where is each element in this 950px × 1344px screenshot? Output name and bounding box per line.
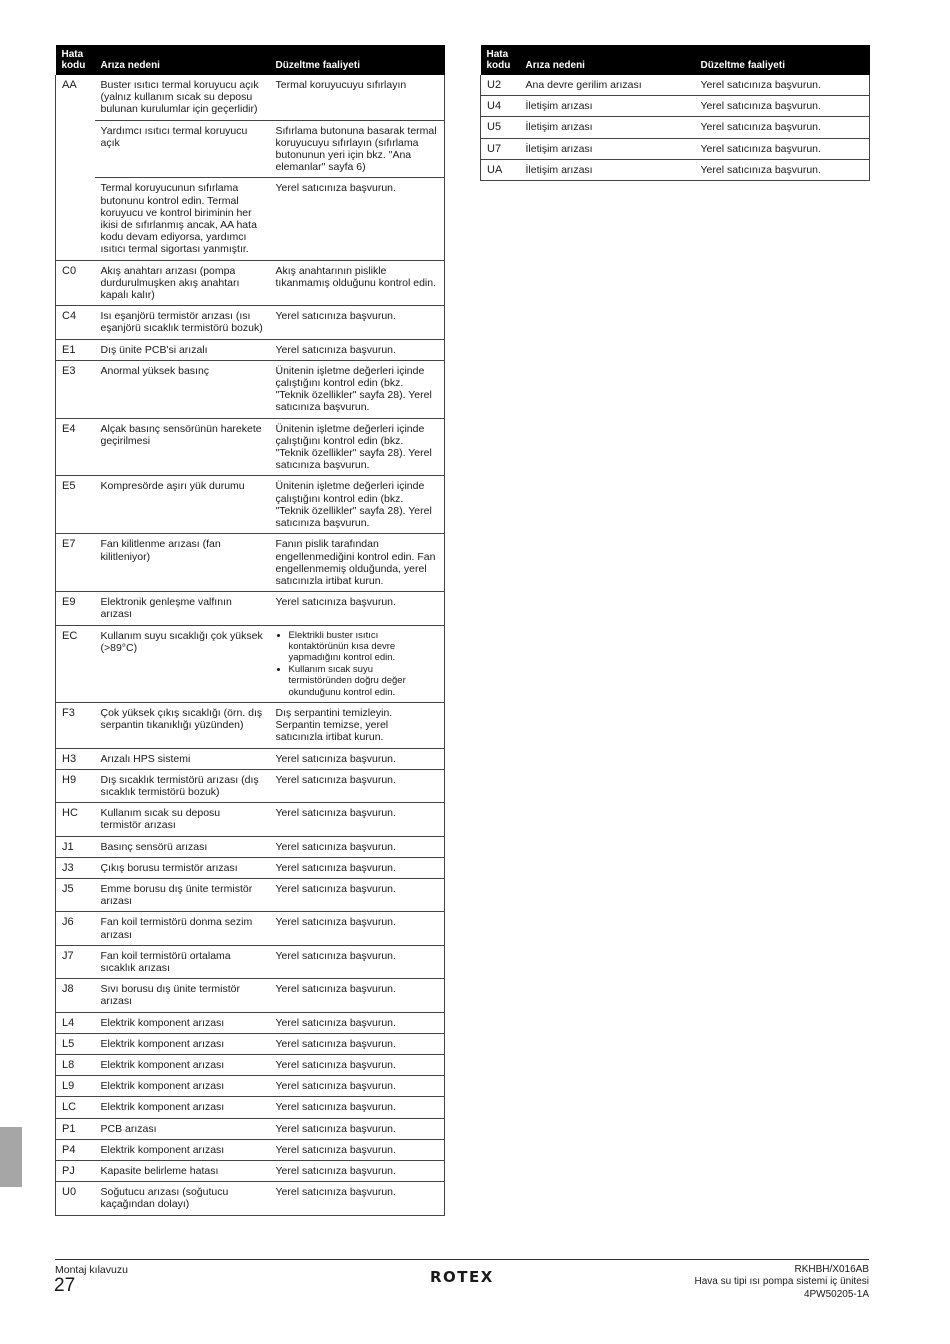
- fault-cause: Alçak basınç sensörünün harekete geçirilmesi: [95, 418, 270, 476]
- corrective-action: Yerel satıcınıza başvurun.: [270, 339, 445, 360]
- table-row: [56, 1076, 445, 1097]
- corrective-action: Yerel satıcınıza başvurun.: [270, 1012, 445, 1033]
- corrective-action: Yerel satıcınıza başvurun.: [270, 1097, 445, 1118]
- table-row: [56, 592, 445, 625]
- corrective-action: Yerel satıcınıza başvurun.: [270, 1182, 445, 1215]
- corrective-action: Yerel satıcınıza başvurun.: [270, 178, 445, 260]
- fault-cause: Yardımcı ısıtıcı termal koruyucu açık: [95, 120, 270, 178]
- corrective-action: [270, 625, 445, 702]
- error-code: U5: [481, 117, 520, 138]
- fault-cause: Arızalı HPS sistemi: [95, 748, 270, 769]
- table-row: [56, 418, 445, 476]
- corrective-action: Yerel satıcınıza başvurun.: [270, 769, 445, 802]
- fault-cause: Sıvı borusu dış ünite termistör arızası: [95, 979, 270, 1012]
- header-cause: Arıza nedeni: [95, 45, 270, 75]
- table-row: [56, 878, 445, 911]
- error-code: AA: [56, 75, 95, 120]
- error-code-table-right: [480, 45, 870, 181]
- corrective-action: Yerel satıcınıza başvurun.: [695, 138, 870, 159]
- corrective-action: Yerel satıcınıza başvurun.: [270, 803, 445, 836]
- table-row: [481, 96, 870, 117]
- table-row: [56, 476, 445, 534]
- fault-cause: Anormal yüksek basınç: [95, 360, 270, 418]
- error-code: HC: [56, 803, 95, 836]
- table-row: [56, 1118, 445, 1139]
- table-row: [56, 75, 445, 120]
- error-code: L9: [56, 1076, 95, 1097]
- fault-cause: Kullanım sıcak su deposu termistör arızası: [95, 803, 270, 836]
- corrective-action: Yerel satıcınıza başvurun.: [695, 117, 870, 138]
- fault-cause: Çıkış borusu termistör arızası: [95, 857, 270, 878]
- fault-cause: Ana devre gerilim arızası: [520, 75, 695, 96]
- footer-document-info: [694, 1264, 869, 1301]
- table-row: [56, 857, 445, 878]
- footer-description: Hava su tipi ısı pompa sistemi iç ünitesi: [694, 1276, 869, 1288]
- error-code: P4: [56, 1139, 95, 1160]
- corrective-action: Sıfırlama butonuna basarak termal koruyucuyu sıfırlayın (sıfırlama butonunun yeri için bkz. "Ana elemanlar" sayfa 6): [270, 120, 445, 178]
- corrective-action: Ünitenin işletme değerleri içinde çalıştığını kontrol edin (bkz. "Teknik özellikler" sayfa 28). Yerel satıcınıza başvurun.: [270, 476, 445, 534]
- footer-model: RKHBH/X016AB: [794, 1264, 869, 1275]
- corrective-action: Yerel satıcınıza başvurun.: [270, 878, 445, 911]
- table-row: [56, 360, 445, 418]
- footer-divider: [55, 1259, 869, 1260]
- table-row: [56, 260, 445, 306]
- table-row: [56, 979, 445, 1012]
- table-row: [56, 178, 445, 260]
- fault-cause: Elektronik genleşme valfının arızası: [95, 592, 270, 625]
- table-row: [56, 625, 445, 702]
- corrective-action: Yerel satıcınıza başvurun.: [270, 1118, 445, 1139]
- corrective-action: Yerel satıcınıza başvurun.: [270, 979, 445, 1012]
- error-code: J7: [56, 945, 95, 978]
- error-code: UA: [481, 159, 520, 180]
- fault-cause: Basınç sensörü arızası: [95, 836, 270, 857]
- fault-cause: Termal koruyucunun sıfırlama butonunu kontrol edin. Termal koruyucu ve kontrol biriminin her ikisi de sıfırlanmış ancak, AA hata kodu devam ediyorsa, yardımcı ısıtıcı termal sigortası yanmıştır.: [95, 178, 270, 260]
- header-code: Hata kodu: [481, 45, 520, 75]
- table-header-row: [56, 45, 445, 75]
- table-row: [56, 912, 445, 945]
- table-row: [56, 1139, 445, 1160]
- corrective-action: Yerel satıcınıza başvurun.: [695, 159, 870, 180]
- fault-cause: Fan kilitlenme arızası (fan kilitleniyor): [95, 534, 270, 592]
- corrective-action: Yerel satıcınıza başvurun.: [270, 945, 445, 978]
- corrective-action: Termal koruyucuyu sıfırlayın: [270, 75, 445, 120]
- error-code: H9: [56, 769, 95, 802]
- error-code: [56, 120, 95, 178]
- fault-cause: Elektrik komponent arızası: [95, 1012, 270, 1033]
- fault-cause: İletişim arızası: [520, 138, 695, 159]
- error-code: U0: [56, 1182, 95, 1215]
- error-code: F3: [56, 702, 95, 748]
- table-row: [56, 1055, 445, 1076]
- corrective-action: Yerel satıcınıza başvurun.: [270, 912, 445, 945]
- fault-cause: Fan koil termistörü ortalama sıcaklık arızası: [95, 945, 270, 978]
- fault-cause: Çok yüksek çıkış sıcaklığı (örn. dış serpantin tıkanıklığı yüzünden): [95, 702, 270, 748]
- fault-cause: Soğutucu arızası (soğutucu kaçağından dolayı): [95, 1182, 270, 1215]
- table-row: [56, 1033, 445, 1054]
- table-row: [56, 534, 445, 592]
- fault-cause: Dış sıcaklık termistörü arızası (dış sıcaklık termistörü bozuk): [95, 769, 270, 802]
- table-row: [481, 159, 870, 180]
- fault-cause: PCB arızası: [95, 1118, 270, 1139]
- corrective-action: Yerel satıcınıza başvurun.: [695, 96, 870, 117]
- fault-cause: İletişim arızası: [520, 159, 695, 180]
- error-code: U2: [481, 75, 520, 96]
- corrective-action: Yerel satıcınıza başvurun.: [270, 1161, 445, 1182]
- chapter-tab: [0, 1127, 22, 1187]
- corrective-action: Yerel satıcınıza başvurun.: [270, 1076, 445, 1097]
- error-code: J1: [56, 836, 95, 857]
- error-code: H3: [56, 748, 95, 769]
- fault-cause: İletişim arızası: [520, 117, 695, 138]
- header-fix: Düzeltme faaliyeti: [695, 45, 870, 75]
- corrective-action: Akış anahtarının pislikle tıkanmamış olduğunu kontrol edin.: [270, 260, 445, 306]
- corrective-action-list: [276, 630, 439, 698]
- table-row: [481, 75, 870, 96]
- corrective-action: Yerel satıcınıza başvurun.: [270, 748, 445, 769]
- error-code: J6: [56, 912, 95, 945]
- fault-cause: Elektrik komponent arızası: [95, 1139, 270, 1160]
- table-row: [56, 748, 445, 769]
- header-fix: Düzeltme faaliyeti: [270, 45, 445, 75]
- brand-logo: ROTEX: [430, 1268, 494, 1286]
- error-code: E4: [56, 418, 95, 476]
- corrective-action: Yerel satıcınıza başvurun.: [270, 1033, 445, 1054]
- error-code: EC: [56, 625, 95, 702]
- table-row: [56, 1182, 445, 1215]
- error-code: J5: [56, 878, 95, 911]
- table-row: [56, 945, 445, 978]
- table-row: [56, 769, 445, 802]
- fault-cause: Kullanım suyu sıcaklığı çok yüksek (>89°C): [95, 625, 270, 702]
- error-code: E1: [56, 339, 95, 360]
- table-row: [56, 120, 445, 178]
- corrective-action-item: • Kullanım sıcak suyu termistöründen doğru değer okunduğunu kontrol edin.: [289, 664, 439, 698]
- fault-cause: Kapasite belirleme hatası: [95, 1161, 270, 1182]
- footer-manual-title: Montaj kılavuzu: [55, 1264, 128, 1276]
- table-row: [481, 138, 870, 159]
- error-code: [56, 178, 95, 260]
- corrective-action: Yerel satıcınıza başvurun.: [270, 857, 445, 878]
- header-code: Hata kodu: [56, 45, 95, 75]
- corrective-action-item: • Elektrikli buster ısıtıcı kontaktörünün kısa devre yapmadığını kontrol edin.: [289, 630, 439, 664]
- fault-cause: Akış anahtarı arızası (pompa durdurulmuşken akış anahtarı kapalı kalır): [95, 260, 270, 306]
- table-row: [56, 339, 445, 360]
- error-code: U4: [481, 96, 520, 117]
- fault-cause: Buster ısıtıcı termal koruyucu açık (yalnız kullanım sıcak su deposu bulunan kurulumlar için geçerlidir): [95, 75, 270, 120]
- table-row: [56, 702, 445, 748]
- error-code: L8: [56, 1055, 95, 1076]
- corrective-action: Yerel satıcınıza başvurun.: [270, 592, 445, 625]
- corrective-action: Fanın pislik tarafından engellenmediğini kontrol edin. Fan engellenmemiş olduğunda, yerel satıcınızla irtibat kurun.: [270, 534, 445, 592]
- corrective-action: Ünitenin işletme değerleri içinde çalıştığını kontrol edin (bkz. "Teknik özellikler" sayfa 28). Yerel satıcınıza başvurun.: [270, 360, 445, 418]
- fault-cause: Kompresörde aşırı yük durumu: [95, 476, 270, 534]
- fault-cause: Elektrik komponent arızası: [95, 1055, 270, 1076]
- table-row: [56, 1012, 445, 1033]
- fault-cause: Elektrik komponent arızası: [95, 1033, 270, 1054]
- error-code: J8: [56, 979, 95, 1012]
- error-code: E9: [56, 592, 95, 625]
- table-row: [56, 803, 445, 836]
- error-code: J3: [56, 857, 95, 878]
- corrective-action: Yerel satıcınıza başvurun.: [270, 836, 445, 857]
- table-row: [481, 117, 870, 138]
- error-code: P1: [56, 1118, 95, 1139]
- error-code: U7: [481, 138, 520, 159]
- footer-doc-number: 4PW50205-1A: [803, 1288, 869, 1300]
- error-code: LC: [56, 1097, 95, 1118]
- table-row: [56, 1097, 445, 1118]
- fault-cause: Dış ünite PCB'si arızalı: [95, 339, 270, 360]
- corrective-action: Yerel satıcınıza başvurun.: [270, 1055, 445, 1076]
- corrective-action: Yerel satıcınıza başvurun.: [270, 1139, 445, 1160]
- fault-cause: İletişim arızası: [520, 96, 695, 117]
- fault-cause: Elektrik komponent arızası: [95, 1097, 270, 1118]
- error-code: PJ: [56, 1161, 95, 1182]
- error-code: E3: [56, 360, 95, 418]
- error-code: L4: [56, 1012, 95, 1033]
- error-code: L5: [56, 1033, 95, 1054]
- fault-cause: Isı eşanjörü termistör arızası (ısı eşanjörü sıcaklık termistörü bozuk): [95, 306, 270, 339]
- fault-cause: Emme borusu dış ünite termistör arızası: [95, 878, 270, 911]
- error-code: E5: [56, 476, 95, 534]
- fault-cause: Elektrik komponent arızası: [95, 1076, 270, 1097]
- table-row: [56, 306, 445, 339]
- corrective-action: Yerel satıcınıza başvurun.: [270, 306, 445, 339]
- corrective-action: Ünitenin işletme değerleri içinde çalıştığını kontrol edin (bkz. "Teknik özellikler" sayfa 28). Yerel satıcınıza başvurun.: [270, 418, 445, 476]
- table-row: [56, 1161, 445, 1182]
- table-header-row: [481, 45, 870, 75]
- page-number: 27: [54, 1275, 76, 1296]
- header-cause: Arıza nedeni: [520, 45, 695, 75]
- corrective-action: Dış serpantini temizleyin. Serpantin temizse, yerel satıcınızla irtibat kurun.: [270, 702, 445, 748]
- corrective-action: Yerel satıcınıza başvurun.: [695, 75, 870, 96]
- fault-cause: Fan koil termistörü donma sezim arızası: [95, 912, 270, 945]
- error-code-table-left: [55, 45, 445, 1216]
- error-code: E7: [56, 534, 95, 592]
- table-row: [56, 836, 445, 857]
- error-code: C4: [56, 306, 95, 339]
- error-code: C0: [56, 260, 95, 306]
